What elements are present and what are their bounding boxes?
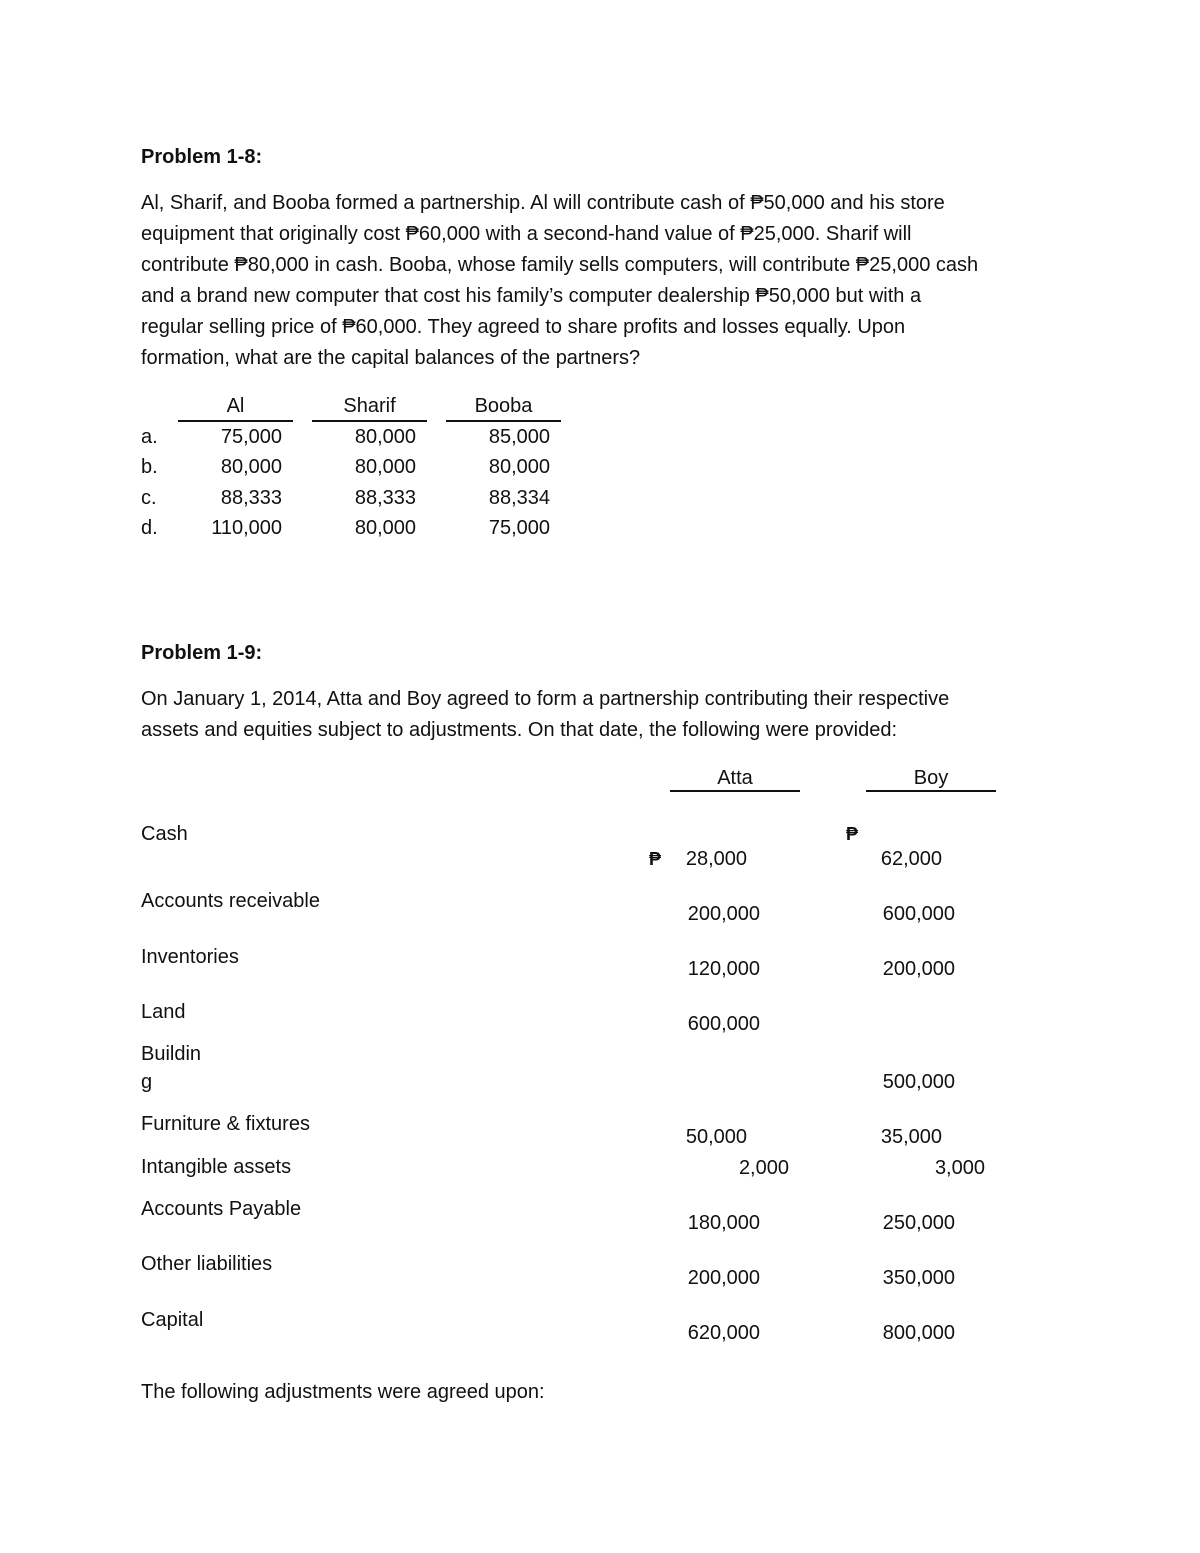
value-atta: 50,000 bbox=[685, 1126, 747, 1148]
paragraph-line: contribute ₱80,000 in cash. Booba, whose family sells computers, will contribute ₱25,000 cash bbox=[141, 254, 979, 276]
row-label: Cash bbox=[141, 823, 188, 845]
choice-value-sharif: 80,000 bbox=[354, 456, 416, 478]
paragraph-line: assets and equities subject to adjustments. On that date, the following were provided: bbox=[141, 719, 897, 741]
row-label: Furniture & fixtures bbox=[141, 1113, 310, 1135]
paragraph-line: On January 1, 2014, Atta and Boy agreed to form a partnership contributing their respective bbox=[141, 688, 950, 710]
column-header-booba: Booba bbox=[474, 395, 533, 417]
row-label-continuation: g bbox=[141, 1071, 153, 1093]
paragraph-line: equipment that originally cost ₱60,000 with a second-hand value of ₱25,000. Sharif will bbox=[141, 223, 912, 245]
paragraph-line: Al, Sharif, and Booba formed a partnership. Al will contribute cash of ₱50,000 and his store bbox=[141, 192, 945, 214]
problem-1-9-paragraph bbox=[141, 684, 1061, 746]
value-atta: 600,000 bbox=[687, 1013, 760, 1035]
paragraph-line: regular selling price of ₱60,000. They agreed to share profits and losses equally. Upon bbox=[141, 316, 906, 338]
choice-value-booba: 80,000 bbox=[488, 456, 550, 478]
choice-value-al: 75,000 bbox=[220, 426, 282, 448]
column-header-boy: Boy bbox=[913, 767, 949, 789]
column-header-sharif: Sharif bbox=[343, 395, 396, 417]
row-label: Capital bbox=[141, 1309, 204, 1331]
choice-letter: d. bbox=[141, 517, 158, 539]
header-underline bbox=[178, 420, 293, 422]
value-boy: 350,000 bbox=[882, 1267, 955, 1289]
value-boy: 62,000 bbox=[880, 848, 942, 870]
value-boy: 200,000 bbox=[882, 958, 955, 980]
column-header-atta: Atta bbox=[717, 767, 753, 789]
header-underline bbox=[446, 420, 561, 422]
choice-value-sharif: 88,333 bbox=[354, 487, 416, 509]
choice-value-booba: 85,000 bbox=[488, 426, 550, 448]
value-boy: 3,000 bbox=[934, 1157, 985, 1179]
header-underline bbox=[670, 790, 800, 792]
value-atta: 620,000 bbox=[687, 1322, 760, 1344]
choice-letter: c. bbox=[141, 487, 157, 509]
problem-1-8-title: Problem 1-8: bbox=[141, 146, 263, 168]
value-atta: 200,000 bbox=[687, 903, 760, 925]
choice-value-sharif: 80,000 bbox=[354, 426, 416, 448]
row-label: Other liabilities bbox=[141, 1253, 273, 1275]
row-label: Inventories bbox=[141, 946, 239, 968]
problem-1-8-paragraph bbox=[141, 188, 1061, 374]
choice-value-al: 88,333 bbox=[220, 487, 282, 509]
choice-letter: a. bbox=[141, 426, 158, 448]
peso-sign-boy: ₱ bbox=[846, 824, 859, 844]
problem-1-9-title: Problem 1-9: bbox=[141, 642, 263, 664]
header-underline bbox=[312, 420, 427, 422]
value-atta: 2,000 bbox=[738, 1157, 789, 1179]
choice-value-booba: 75,000 bbox=[488, 517, 550, 539]
value-boy: 600,000 bbox=[882, 903, 955, 925]
choice-value-al: 110,000 bbox=[211, 517, 282, 539]
adjustments-intro: The following adjustments were agreed upon: bbox=[141, 1381, 545, 1403]
choice-letter: b. bbox=[141, 456, 158, 478]
choice-value-booba: 88,334 bbox=[488, 487, 550, 509]
value-atta: 200,000 bbox=[687, 1267, 760, 1289]
value-atta: 28,000 bbox=[685, 848, 747, 870]
peso-sign-atta: ₱ bbox=[649, 849, 662, 869]
row-label: Accounts receivable bbox=[141, 890, 320, 912]
value-boy: 800,000 bbox=[882, 1322, 955, 1344]
value-atta: 180,000 bbox=[687, 1212, 760, 1234]
row-label: Land bbox=[141, 1001, 186, 1023]
column-header-al: Al bbox=[226, 395, 245, 417]
paragraph-line: formation, what are the capital balances of the partners? bbox=[141, 347, 641, 369]
choice-value-sharif: 80,000 bbox=[354, 517, 416, 539]
value-boy: 35,000 bbox=[880, 1126, 942, 1148]
row-label: Intangible assets bbox=[141, 1156, 292, 1178]
header-underline bbox=[866, 790, 996, 792]
row-label: Buildin bbox=[141, 1043, 202, 1065]
value-atta: 120,000 bbox=[687, 958, 760, 980]
row-label: Accounts Payable bbox=[141, 1198, 302, 1220]
value-boy: 250,000 bbox=[882, 1212, 955, 1234]
choice-value-al: 80,000 bbox=[220, 456, 282, 478]
paragraph-line: and a brand new computer that cost his family’s computer dealership ₱50,000 but with a bbox=[141, 285, 922, 307]
value-boy: 500,000 bbox=[882, 1071, 955, 1093]
